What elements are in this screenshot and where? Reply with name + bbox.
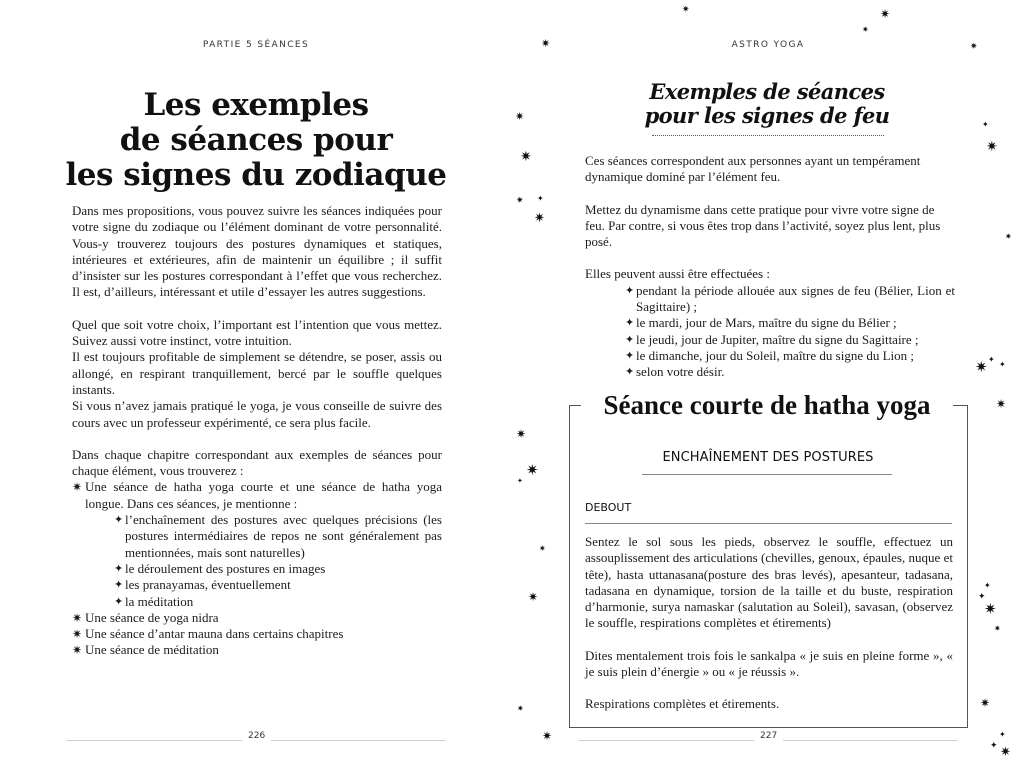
paragraph: Mettez du dynamisme dans cette pratique pour vivre votre signe de feu. Par contre, si vous êtes trop dans l’activité, soyez plus lent, plus posé. [585,201,941,250]
title-line: Les exemples [143,87,369,123]
sub-heading: DEBOUT [585,501,632,514]
right-page [512,0,1024,768]
four-point-star-icon: ✦ [625,284,635,297]
four-point-star-icon: ✦ [625,317,635,330]
sparkle-icon: ✷ [980,696,991,710]
left-body [72,203,442,659]
box-title: Séance courte de hatha yoga [586,388,948,422]
sparkle-icon: ✦ [978,592,986,602]
paragraph: Dans mes propositions, vous pouvez suivre les séances indiquées pour votre signe du zodiaque ou l’élément dominant de votre personnalité. Vous-y trouverez toujours des postures dynamiques et statiques, intérieures et extérieures, afin de maintenir un équilibre ; il suffit d’insister sur les postures correspondant à l’effet que vous recherchez. Il est, d’ailleurs, intéressant et utile d’essayer les autres suggestions. [72,203,442,300]
sparkle-icon: ✷ [542,729,553,743]
list-item: ✦ selon votre désir. [625,364,725,380]
paragraph: Ces séances correspondent aux personnes ayant un tempérament dynamique dominé par l’élément feu. [585,153,921,185]
section-rule [642,474,892,475]
list-item: ✦ pendant la période allouée aux signes de feu (Bélier, Lion et Sagittaire) ; [625,282,955,315]
four-point-star-icon: ✦ [114,514,124,527]
paragraph: Dans chaque chapitre correspondant aux exemples de séances pour chaque élément, vous trouverez : [72,446,442,479]
sub-rule [585,523,952,524]
sparkle-icon: ✷ [986,139,998,155]
list-item: ✦ le jeudi, jour de Jupiter, maître du signe du Sagittaire ; [625,331,919,347]
sub-list-item: ✦ l’enchaînement des postures avec quelques précisions (les postures intermédiaires de repos ne sont généralement pas mentionnées, mais sont naturelles) [114,512,442,560]
page-number: 226 [242,731,271,741]
sparkle-icon: ✦ [517,477,523,485]
paragraph: Dites mentalement trois fois le sankalpa « je suis en pleine forme », « je suis plein d’énergie » ou « je réussis ». [585,647,953,680]
sparkle-icon: ✷ [1000,745,1011,760]
sparkle-icon: ✷ [975,358,988,376]
sparkle-icon: ✷ [516,196,524,206]
sparkle-icon: ✷ [996,397,1007,411]
sparkle-icon: ✷ [862,25,869,34]
sparkle-icon: ✦ [999,730,1006,739]
title-line: de séances pour [119,122,393,158]
dotted-rule [652,135,884,136]
sub-list-item: ✦ les pranayamas, éventuellement [114,577,291,593]
sparkle-icon: ✷ [528,590,539,604]
paragraph: Sentez le sol sous les pieds, observez le souffle, effectuez un assouplissement des articulations (chevilles, genoux, épaules, nuque et tête), hasta uttanasana(posture des bras levés), apesanteur, tadasana, tadasana en dynamique, torsion de la taille et du buste, respiration d’harmonie, surya namaskar (salutation au Soleil), savasan, (observez le souffle, respirations complètes et étirements) [585,534,953,631]
title-line: pour les signes de feu [644,103,890,128]
sparkle-icon: ✷ [516,427,527,441]
sparkle-icon: ✦ [537,194,544,203]
section-heading: ENCHAÎNEMENT DES POSTURES [662,450,874,465]
sparkle-icon: ✷ [984,600,997,618]
paragraph: Quel que soit votre choix, l’important est l’intention que vous mettez. Suivez aussi votre instinct, votre intuition. [72,316,442,349]
list-item: ✷ Une séance d’antar mauna dans certains chapitres [72,626,344,642]
paragraph: Il est toujours profitable de simplement se détendre, se poser, assis ou allongé, en respirant tranquillement, bercé par le souffle quelques instants. [72,349,442,397]
sparkle-icon: ✷ [970,42,978,52]
box-body [585,534,953,713]
sparkle-icon: ✷ [539,544,546,553]
title-line: les signes du zodiaque [65,157,447,193]
paragraph: Elles peuvent aussi être effectuées : [585,266,770,282]
sparkle-icon: ✷ [520,149,532,165]
running-head-left: PARTIE 5 SÉANCES [202,40,310,50]
four-point-star-icon: ✦ [625,366,635,379]
asterisk-icon: ✷ [72,643,83,658]
list-item: ✦ le dimanche, jour du Soleil, maître du signe du Lion ; [625,347,915,363]
sub-list-item: ✦ le déroulement des postures en images [114,560,326,576]
asterisk-icon: ✷ [72,480,83,495]
asterisk-icon: ✷ [72,627,83,642]
sparkle-icon: ✷ [517,704,524,713]
list-item: ✦ le mardi, jour de Mars, maître du signe du Bélier ; [625,315,897,331]
sparkle-icon: ✷ [994,624,1001,633]
list-item: ✷ Une séance de yoga nidra [72,609,219,625]
section-title [642,80,892,128]
sparkle-icon: ✦ [984,581,991,590]
sparkle-icon: ✦ [982,120,989,129]
page-title [56,88,456,193]
list-item: ✷ Une séance de méditation [72,642,219,658]
sparkle-icon: ✷ [682,5,690,15]
box-border [569,405,581,406]
four-point-star-icon: ✦ [114,579,124,592]
title-line: Exemples de séances [649,79,885,104]
list-item: ✷ Une séance de hatha yoga courte et une séance de hatha yoga longue. Dans ces séances, je mentionne : [72,479,442,511]
four-point-star-icon: ✦ [114,595,124,608]
four-point-star-icon: ✦ [625,349,635,362]
sparkle-icon: ✷ [1005,232,1012,241]
sparkle-icon: ✷ [526,461,539,479]
sparkle-icon: ✷ [541,37,551,50]
sub-list-item: ✦ la méditation [114,593,194,609]
four-point-star-icon: ✦ [114,562,124,575]
sparkle-icon: ✦ [988,355,995,364]
sparkle-icon: ✦ [999,360,1006,369]
right-body [585,153,955,381]
sparkle-icon: ✷ [515,110,525,123]
page-number: 227 [754,731,783,741]
running-head-right: ASTRO YOGA [731,40,805,50]
paragraph: Respirations complètes et étirements. [585,696,780,712]
paragraph: Si vous n’avez jamais pratiqué le yoga, je vous conseille de suivre des cours avec un professeur expérimenté, ce sera plus facile. [72,398,442,430]
four-point-star-icon: ✦ [625,333,635,346]
box-border [953,405,967,406]
sparkle-icon: ✦ [990,741,998,751]
sparkle-icon: ✷ [880,7,891,21]
asterisk-icon: ✷ [72,610,83,625]
sparkle-icon: ✷ [534,211,545,226]
